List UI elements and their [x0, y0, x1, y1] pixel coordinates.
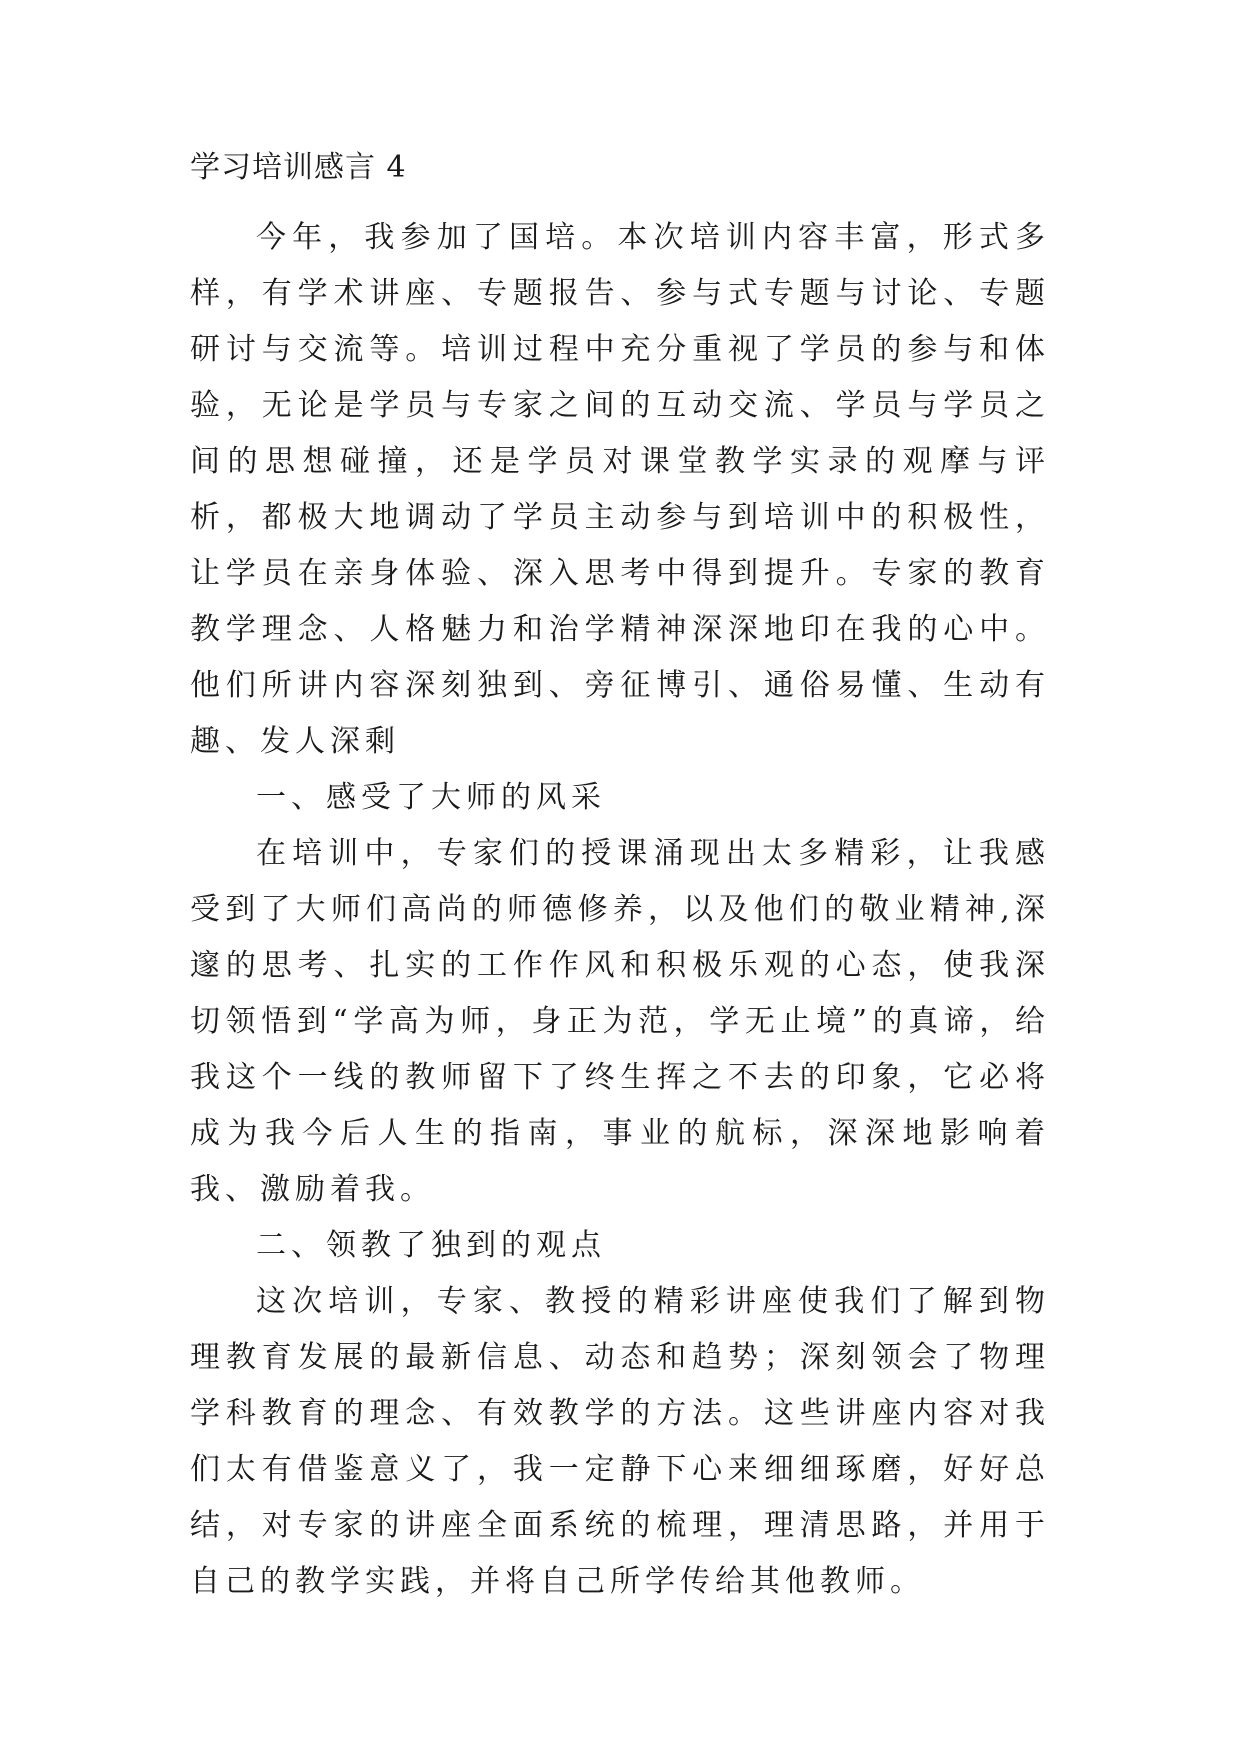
paragraph-section-2: 这次培训，专家、教授的精彩讲座使我们了解到物理教育发展的最新信息、动态和趋势；深刻领会了物理学科教育的理念、有效教学的方法。这些讲座内容对我们太有借鉴意义了，我一定静下心来细细琢磨，好好总结，对专家的讲座全面系统的梳理，理清思路，并用于自己的教学实践，并将自己所学传给其他教师。	[190, 1284, 1050, 1599]
section-heading-1: 一、感受了大师的风采	[256, 780, 606, 815]
document-title: 学习培训感言 4	[190, 150, 407, 185]
document-body	[190, 148, 1050, 1610]
section-heading-2: 二、领教了独到的观点	[256, 1228, 606, 1263]
paragraph-intro: 今年，我参加了国培。本次培训内容丰富，形式多样，有学术讲座、专题报告、参与式专题与讨论、专题研讨与交流等。培训过程中充分重视了学员的参与和体验，无论是学员与专家之间的互动交流、学员与学员之间的思想碰撞，还是学员对课堂教学实录的观摩与评析，都极大地调动了学员主动参与到培训中的积极性，让学员在亲身体验、深入思考中得到提升。专家的教育教学理念、人格魅力和治学精神深深地印在我的心中。他们所讲内容深刻独到、旁征博引、通俗易懂、生动有趣、发人深剩	[190, 220, 1050, 759]
paragraph-section-1: 在培训中，专家们的授课涌现出太多精彩，让我感受到了大师们高尚的师德修养，以及他们的敬业精神,深邃的思考、扎实的工作作风和积极乐观的心态，使我深切领悟到“学高为师，身正为范，学无止境”的真谛，给我这个一线的教师留下了终生挥之不去的印象，它必将成为我今后人生的指南，事业的航标，深深地影响着我、激励着我。	[190, 836, 1050, 1207]
